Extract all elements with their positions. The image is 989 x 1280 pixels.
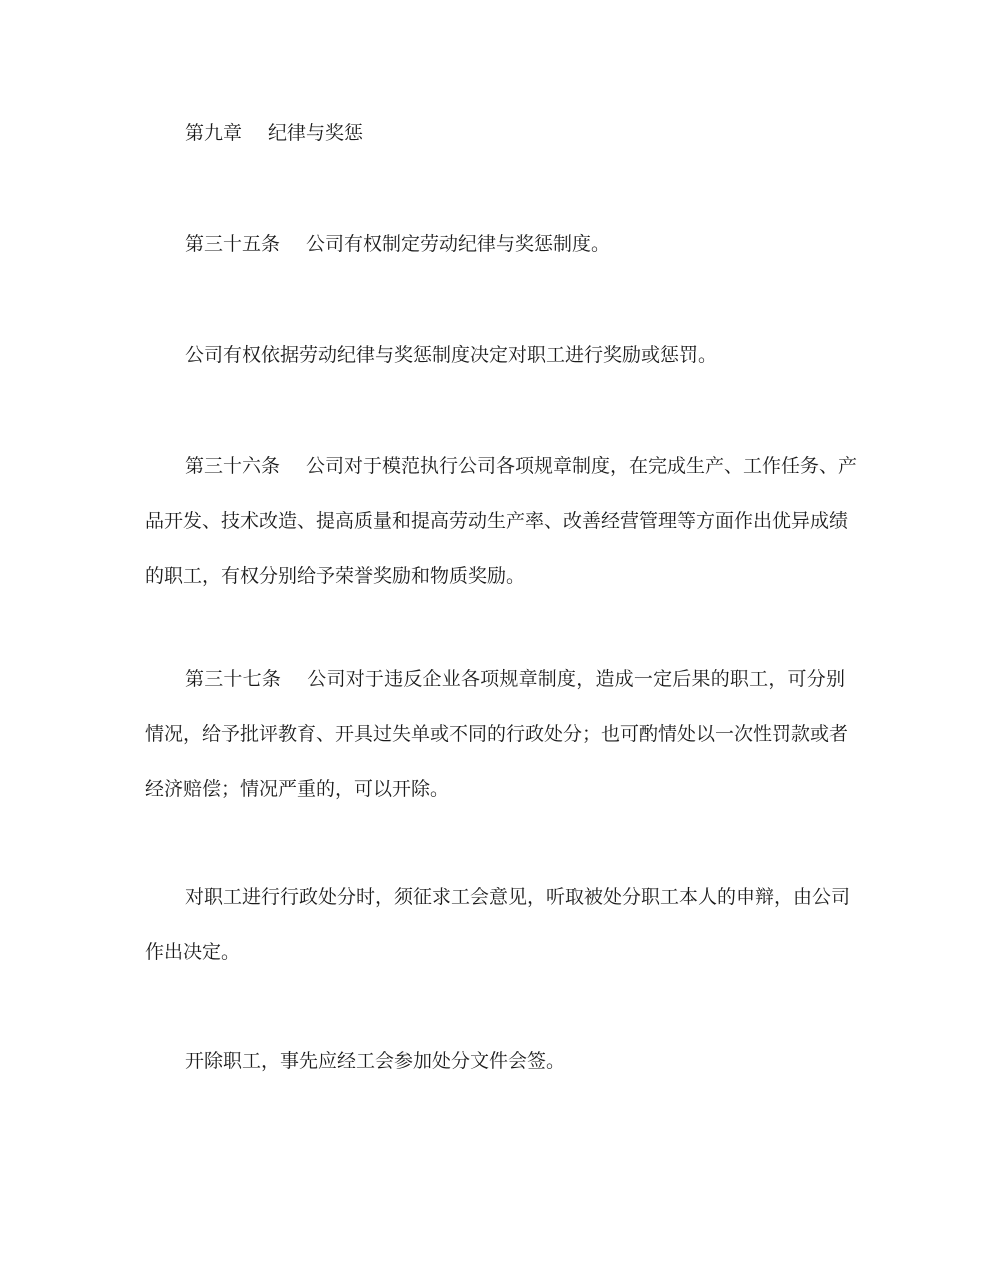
article-37-line-3: 经济赔偿；情况严重的，可以开除。 [145,778,450,800]
article-35-text: 公司有权制定劳动纪律与奖惩制度。 [306,233,611,255]
paragraph-35b: 公司有权依据劳动纪律与奖惩制度决定对职工进行奖励或惩罚。 [185,344,718,366]
article-36-line-3: 的职工，有权分别给予荣誉奖励和物质奖励。 [145,565,526,587]
article-37-text-1: 公司对于违反企业各项规章制度，造成一定后果的职工，可分别 [307,668,845,690]
article-36-text-1: 公司对于模范执行公司各项规章制度，在完成生产、工作任务、产 [306,455,858,477]
article-35 [185,232,610,256]
article-36-line-1 [185,454,858,478]
chapter-heading [185,121,363,145]
article-36-label: 第三十六条 [185,455,281,477]
paragraph-37b-line-1: 对职工进行行政处分时，须征求工会意见，听取被处分职工本人的申辩，由公司 [185,886,851,908]
chapter-title: 纪律与奖惩 [268,122,364,144]
paragraph-37c: 开除职工，事先应经工会参加处分文件会签。 [185,1050,566,1072]
article-36-line-2: 品开发、技术改造、提高质量和提高劳动生产率、改善经营管理等方面作出优异成绩 [145,510,849,532]
article-37-line-2: 情况，给予批评教育、开具过失单或不同的行政处分；也可酌情处以一次性罚款或者 [145,723,849,745]
chapter-number: 第九章 [185,122,243,144]
paragraph-37b-line-2: 作出决定。 [145,941,241,963]
article-37-label: 第三十七条 [185,668,282,690]
article-35-label: 第三十五条 [185,233,281,255]
article-37-line-1 [185,667,845,691]
